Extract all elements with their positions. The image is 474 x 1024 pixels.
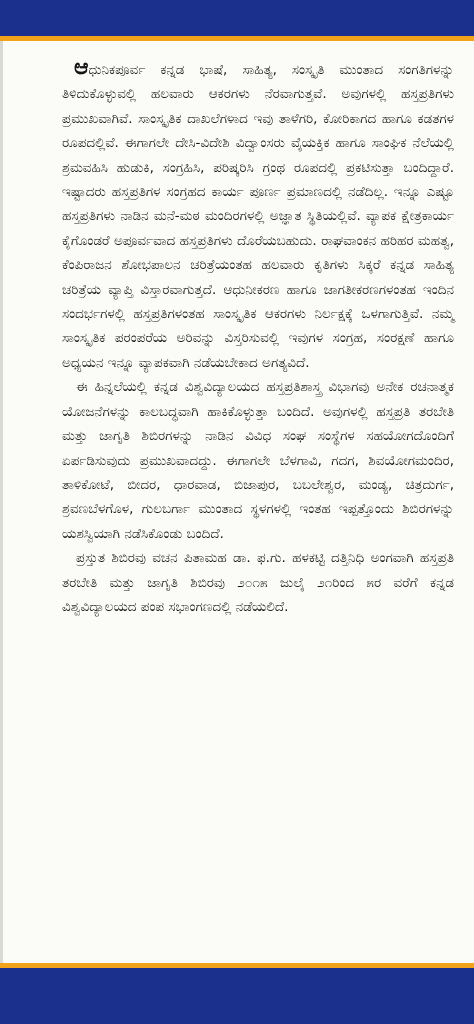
top-border-band: [0, 0, 474, 38]
paragraph-department-camps: ಈ ಹಿನ್ನಲೆಯಲ್ಲಿ ಕನ್ನಡ ವಿಶ್ವವಿದ್ಯಾಲಯದ ಹಸ್ತಪ್ರತಿಶಾಸ್ತ್ರ ವಿಭಾಗವು ಅನೇಕ ರಚನಾತ್ಮಕ ಯೋಜನೆಗಳನ್ನು ಕಾಲಬದ್ಧವಾಗಿ ಹಾಕಿಕೊಳ್ಳುತ್ತಾ ಬಂದಿದೆ. ಅವುಗಳಲ್ಲಿ ಹಸ್ತಪ್ರತಿ ತರಬೇತಿ ಮತ್ತು ಜಾಗೃತಿ ಶಿಬಿರಗಳನ್ನು ನಾಡಿನ ವಿವಿಧ ಸಂಘ ಸಂಸ್ಥೆಗಳ ಸಹಯೋಗದೊಂದಿಗೆ ಏರ್ಪಡಿಸುವುದು ಪ್ರಮುಖವಾದದ್ದು. ಈಗಾಗಲೇ ಬೆಳಗಾವಿ, ಗದಗ, ಶಿವಯೋಗಮಂದಿರ, ತಾಳಿಕೋಟೆ, ಬೀದರ, ಧಾರವಾಡ, ಬಿಜಾಪುರ, ಬಬಲೇಶ್ವರ, ಮಂಡ್ಯ, ಚಿತ್ರದುರ್ಗ, ಶ್ರವಣಬೆಳಗೊಳ, ಗುಲಬರ್ಗಾ ಮುಂತಾದ ಸ್ಥಳಗಳಲ್ಲಿ ಇಂತಹ ಇಪ್ಪತ್ತೊಂದು ಶಿಬಿರಗಳನ್ನು ಯಶಸ್ವಿಯಾಗಿ ನಡೆಸಿಕೊಂಡು ಬಂದಿದೆ.: [62, 379, 454, 542]
paragraph-intro-text: ಧುನಿಕಪೂರ್ವ ಕನ್ನಡ ಭಾಷೆ, ಸಾಹಿತ್ಯ, ಸಂಸ್ಕೃತಿ ಮುಂತಾದ ಸಂಗತಿಗಳನ್ನು ತಿಳಿದುಕೊಳ್ಳುವಲ್ಲಿ ಹಲವಾರು ಆಕರಗಳು ನೆರವಾಗುತ್ತವೆ. ಅವುಗಳಲ್ಲಿ ಹಸ್ತಪ್ರತಿಗಳು ಪ್ರಮುಖವಾಗಿವೆ. ಸಾಂಸ್ಕೃತಿಕ ದಾಖಲೆಗಳಾದ ಇವು ತಾಳೆಗರಿ, ಕೋರಿಕಾಗದ ಹಾಗೂ ಕಡತಗಳ ರೂಪದಲ್ಲಿವೆ. ಈಗಾಗಲೇ ದೇಸಿ-ವಿದೇಶಿ ವಿದ್ವಾಂಸರು ವೈಯಕ್ತಿಕ ಹಾಗೂ ಸಾಂಘಿಕ ನೆಲೆಯಲ್ಲಿ ಶ್ರಮವಹಿಸಿ ಹುಡುಕಿ, ಸಂಗ್ರಹಿಸಿ, ಪರಿಷ್ಕರಿಸಿ ಗ್ರಂಥ ರೂಪದಲ್ಲಿ ಪ್ರಕಟಿಸುತ್ತಾ ಬಂದಿದ್ದಾರೆ. ಇಷ್ಟಾದರು ಹಸ್ತಪ್ರತಿಗಳ ಸಂಗ್ರಹದ ಕಾರ್ಯ ಪೂರ್ಣ ಪ್ರಮಾಣದಲ್ಲಿ ನಡೆದಿಲ್ಲ. ಇನ್ನೂ ಎಷ್ಟೂ ಹಸ್ತಪ್ರತಿಗಳು ನಾಡಿನ ಮನೆ-ಮಠ ಮಂದಿರಗಳಲ್ಲಿ ಅಜ್ಞಾತ ಸ್ಥಿತಿಯಲ್ಲಿವೆ. ವ್ಯಾಪಕ ಕ್ಷೇತ್ರಕಾರ್ಯ ಕೈಗೊಂಡರೆ ಅಪೂರ್ವವಾದ ಹಸ್ತಪ್ರತಿಗಳು ದೊರೆಯಬಹುದು. ರಾಘವಾಂಕನ ಹರಿಹರ ಮಹತ್ವ, ಕೆಂಪಿರಾಜನ ಶೋಭಪಾಲನ ಚರಿತ್ರೆಯಂತಹ ಹಲವಾರು ಕೃತಿಗಳು ಸಿಕ್ಕರೆ ಕನ್ನಡ ಸಾಹಿತ್ಯ ಚರಿತ್ರೆಯ ವ್ಯಾಪ್ತಿ ವಿಸ್ತಾರವಾಗುತ್ತದೆ. ಆಧುನೀಕರಣ ಹಾಗೂ ಜಾಗತೀಕರಣಗಳಂತಹ ಇಂದಿನ ಸಂದರ್ಭಗಳಲ್ಲಿ ಹಸ್ತಪ್ರತಿಗಳಂತಹ ಸಾಂಸ್ಕೃತಿಕ ಆಕರಗಳು ನಿರ್ಲಕ್ಷಕ್ಕೆ ಒಳಗಾಗುತ್ತಿವೆ. ನಮ್ಮ ಸಾಂಸ್ಕೃತಿಕ ಪರಂಪರೆಯ ಅರಿವನ್ನು ವಿಸ್ತರಿಸುವಲ್ಲಿ ಇವುಗಳ ಸಂಗ್ರಹ, ಸಂರಕ್ಷಣೆ ಹಾಗೂ ಅಧ್ಯಯನ ಇನ್ನೂ ವ್ಯಾಪಕವಾಗಿ ನಡೆಯಬೇಕಾದ ಅಗತ್ಯವಿದೆ.: [62, 62, 454, 371]
body-text: [62, 55, 454, 619]
drop-cap-letter: ಆ: [74, 55, 89, 80]
page-edge: [0, 41, 3, 963]
paragraph-intro: [62, 55, 454, 375]
bottom-border-band: [0, 968, 474, 1024]
top-accent-stripe: [0, 36, 474, 41]
paragraph-current-camp: ಪ್ರಸ್ತುತ ಶಿಬಿರವು ವಚನ ಪಿತಾಮಹ ಡಾ. ಫ.ಗು. ಹಳಕಟ್ಟಿ ದತ್ತಿನಿಧಿ ಅಂಗವಾಗಿ ಹಸ್ತಪ್ರತಿ ತರಬೇತಿ ಮತ್ತು ಜಾಗೃತಿ ಶಿಬಿರವು ೨೦೧೫ ಜುಲೈ ೨೧ರಿಂದ ೫ರ ವರೆಗೆ ಕನ್ನಡ ವಿಶ್ವವಿದ್ಯಾಲಯದ ಪಂಪ ಸಭಾಂಗಣದಲ್ಲಿ ನಡೆಯಲಿದೆ.: [62, 550, 454, 615]
